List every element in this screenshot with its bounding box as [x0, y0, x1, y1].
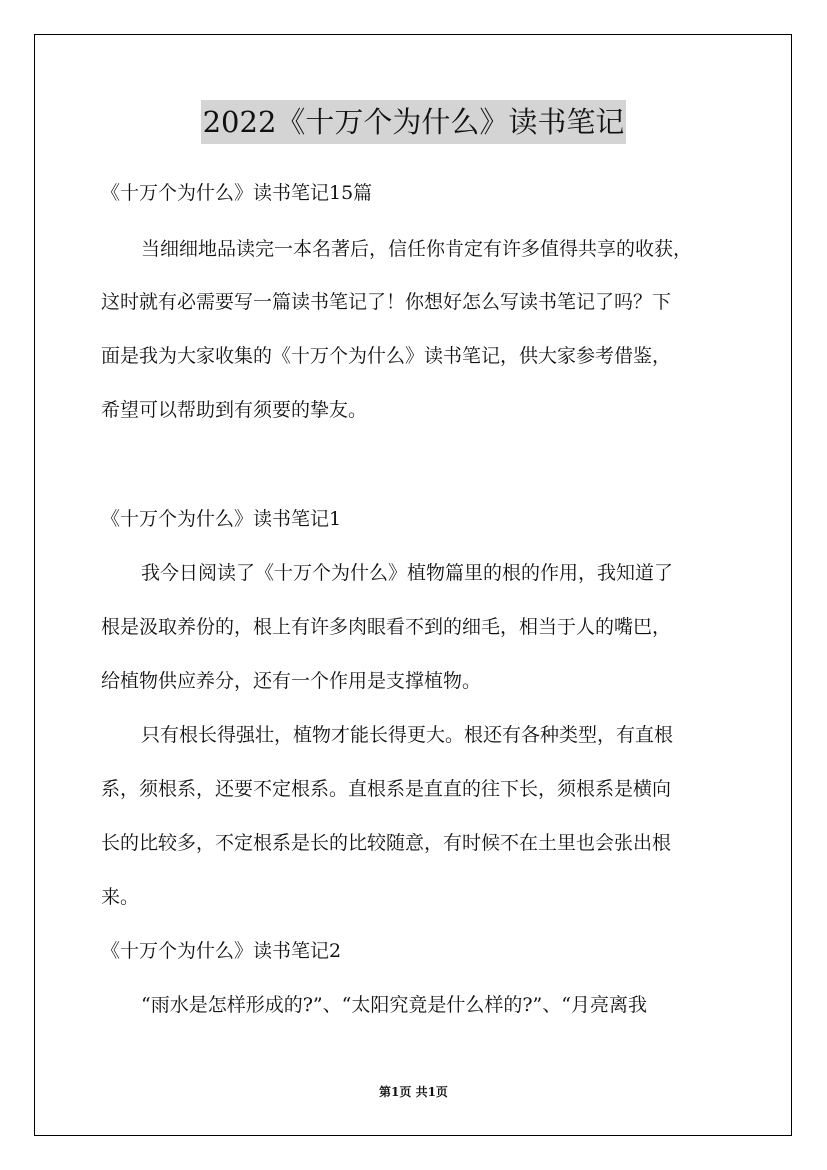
section2-line-1: “雨水是怎样形成的?”、“太阳究竟是什么样的?”、“月亮离我	[141, 994, 647, 1016]
section1-line-4: 只有根长得强壮，植物才能长得更大。根还有各种类型，有直根	[141, 724, 674, 746]
intro-line-4: 希望可以帮助到有须要的挚友。	[101, 399, 368, 421]
section1-line-6: 长的比较多，不定根系是长的比较随意，有时候不在土里也会张出根	[101, 832, 672, 854]
title-container	[0, 100, 827, 144]
intro-line-1: 当细细地品读完一本名著后，信任你肯定有许多值得共享的收获，	[141, 238, 693, 260]
page-footer: 第1页 共1页	[379, 1085, 448, 1099]
intro-line-2: 这时就有必需要写一篇读书笔记了！你想好怎么写读书笔记了吗？下	[101, 291, 672, 313]
section-heading-2: 《十万个为什么》读书笔记2	[101, 940, 342, 962]
intro-line-3: 面是我为大家收集的《十万个为什么》读书笔记，供大家参考借鉴，	[101, 345, 672, 367]
section1-line-2: 根是汲取养份的，根上有许多肉眼看不到的细毛，相当于人的嘴巴，	[101, 616, 672, 638]
section1-line-5: 系，须根系，还要不定根系。直根系是直直的往下长，须根系是横向	[101, 778, 672, 800]
section1-line-1: 我今日阅读了《十万个为什么》植物篇里的根的作用，我知道了	[141, 562, 674, 584]
section1-line-7: 来。	[101, 886, 140, 908]
section-heading-1: 《十万个为什么》读书笔记1	[101, 508, 342, 530]
section1-line-3: 给植物供应养分，还有一个作用是支撑植物。	[101, 670, 482, 692]
document-title: 2022《十万个为什么》读书笔记	[201, 100, 627, 144]
subtitle-line: 《十万个为什么》读书笔记15篇	[101, 182, 373, 204]
